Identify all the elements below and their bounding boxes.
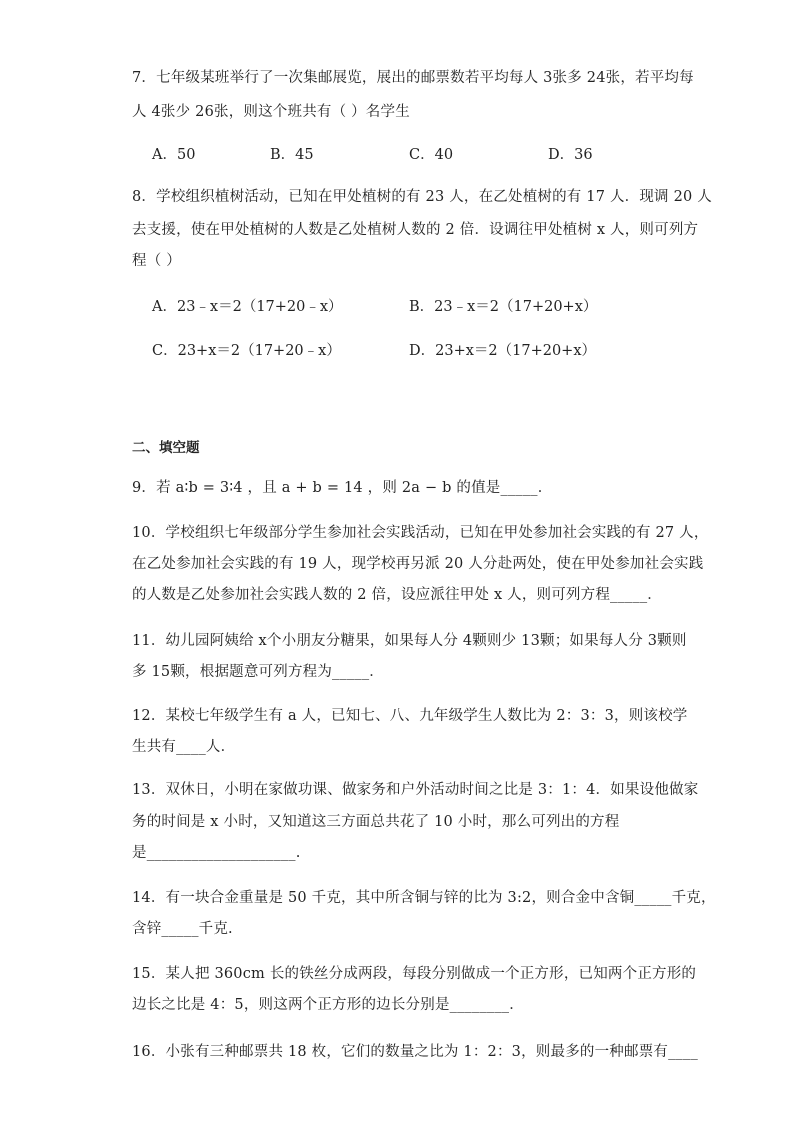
q8-option-d: D．23+x＝2（17+20+x）	[409, 343, 597, 359]
q7-option-b: B．45	[270, 147, 314, 163]
q10-line1: 10．学校组织七年级部分学生参加社会实践活动，已知在甲处参加社会实践的有 27 人，	[132, 525, 709, 541]
q8-option-a: A．23﹣x＝2（17+20﹣x）	[152, 299, 343, 315]
q7-option-c: C．40	[409, 147, 454, 163]
q14-line2: 含锌_____千克.	[132, 921, 233, 937]
q10-line3: 的人数是乙处参加社会实践人数的 2 倍，设应派往甲处 x 人，则可列方程_____．	[132, 587, 662, 603]
q7-option-a: A．50	[152, 147, 196, 163]
q7-option-d: D．36	[548, 147, 593, 163]
q11-line2: 多 15颗，根据题意可列方程为_____．	[132, 664, 385, 680]
q14-line1: 14．有一块合金重量是 50 千克，其中所含铜与锌的比为 3:2，则合金中含铜_____千克，	[132, 890, 716, 906]
q13-line3: 是____________________.	[132, 845, 301, 861]
q15-line1: 15．某人把 360cm 长的铁丝分成两段，每段分别做成一个正方形，已知两个正方形的	[132, 966, 697, 982]
q10-line2: 在乙处参加社会实践的有 19 人，现学校再另派 20 人分赴两处，使在甲处参加社会实践	[132, 556, 704, 572]
q12-line1: 12．某校七年级学生有 a 人，已知七、八、九年级学生人数比为 2：3：3，则该校学	[132, 708, 688, 724]
q8-option-c: C．23+x＝2（17+20﹣x）	[152, 343, 341, 359]
q16-line1: 16．小张有三种邮票共 18 枚，它们的数量之比为 1：2：3，则最多的一种邮票有____	[132, 1044, 698, 1060]
q8-line1: 8．学校组织植树活动，已知在甲处植树的有 23 人，在乙处植树的有 17 人．现调 20 人	[132, 189, 712, 205]
q9-line1: 9．若 a∶b = 3∶4 ，且 a + b = 14 ，则 2a − b 的值是_____．	[132, 480, 553, 496]
q7-line2: 人 4张少 26张，则这个班共有（ ）名学生	[132, 104, 410, 120]
q8-line2: 去支援，使在甲处植树的人数是乙处植树人数的 2 倍．设调往甲处植树 x 人，则可列方	[132, 222, 699, 238]
q13-line2: 务的时间是 x 小时，又知道这三方面总共花了 10 小时，那么可列出的方程	[132, 814, 620, 830]
q8-option-b: B．23﹣x＝2（17+20+x）	[409, 299, 598, 315]
q11-line1: 11．幼儿园阿姨给 x个小朋友分糖果，如果每人分 4颗则少 13颗；如果每人分 3颗则	[132, 633, 687, 649]
q15-line2: 边长之比是 4：5，则这两个正方形的边长分别是________．	[132, 997, 524, 1013]
section-title-fill-in: 二、填空题	[132, 440, 200, 456]
q8-line3: 程（ ）	[132, 253, 181, 269]
q13-line1: 13．双休日，小明在家做功课、做家务和户外活动时间之比是 3：1：4．如果设他做家	[132, 782, 699, 798]
q7-line1: 7．七年级某班举行了一次集邮展览，展出的邮票数若平均每人 3张多 24张，若平均每	[132, 70, 694, 86]
q12-line2: 生共有____人．	[132, 739, 236, 755]
